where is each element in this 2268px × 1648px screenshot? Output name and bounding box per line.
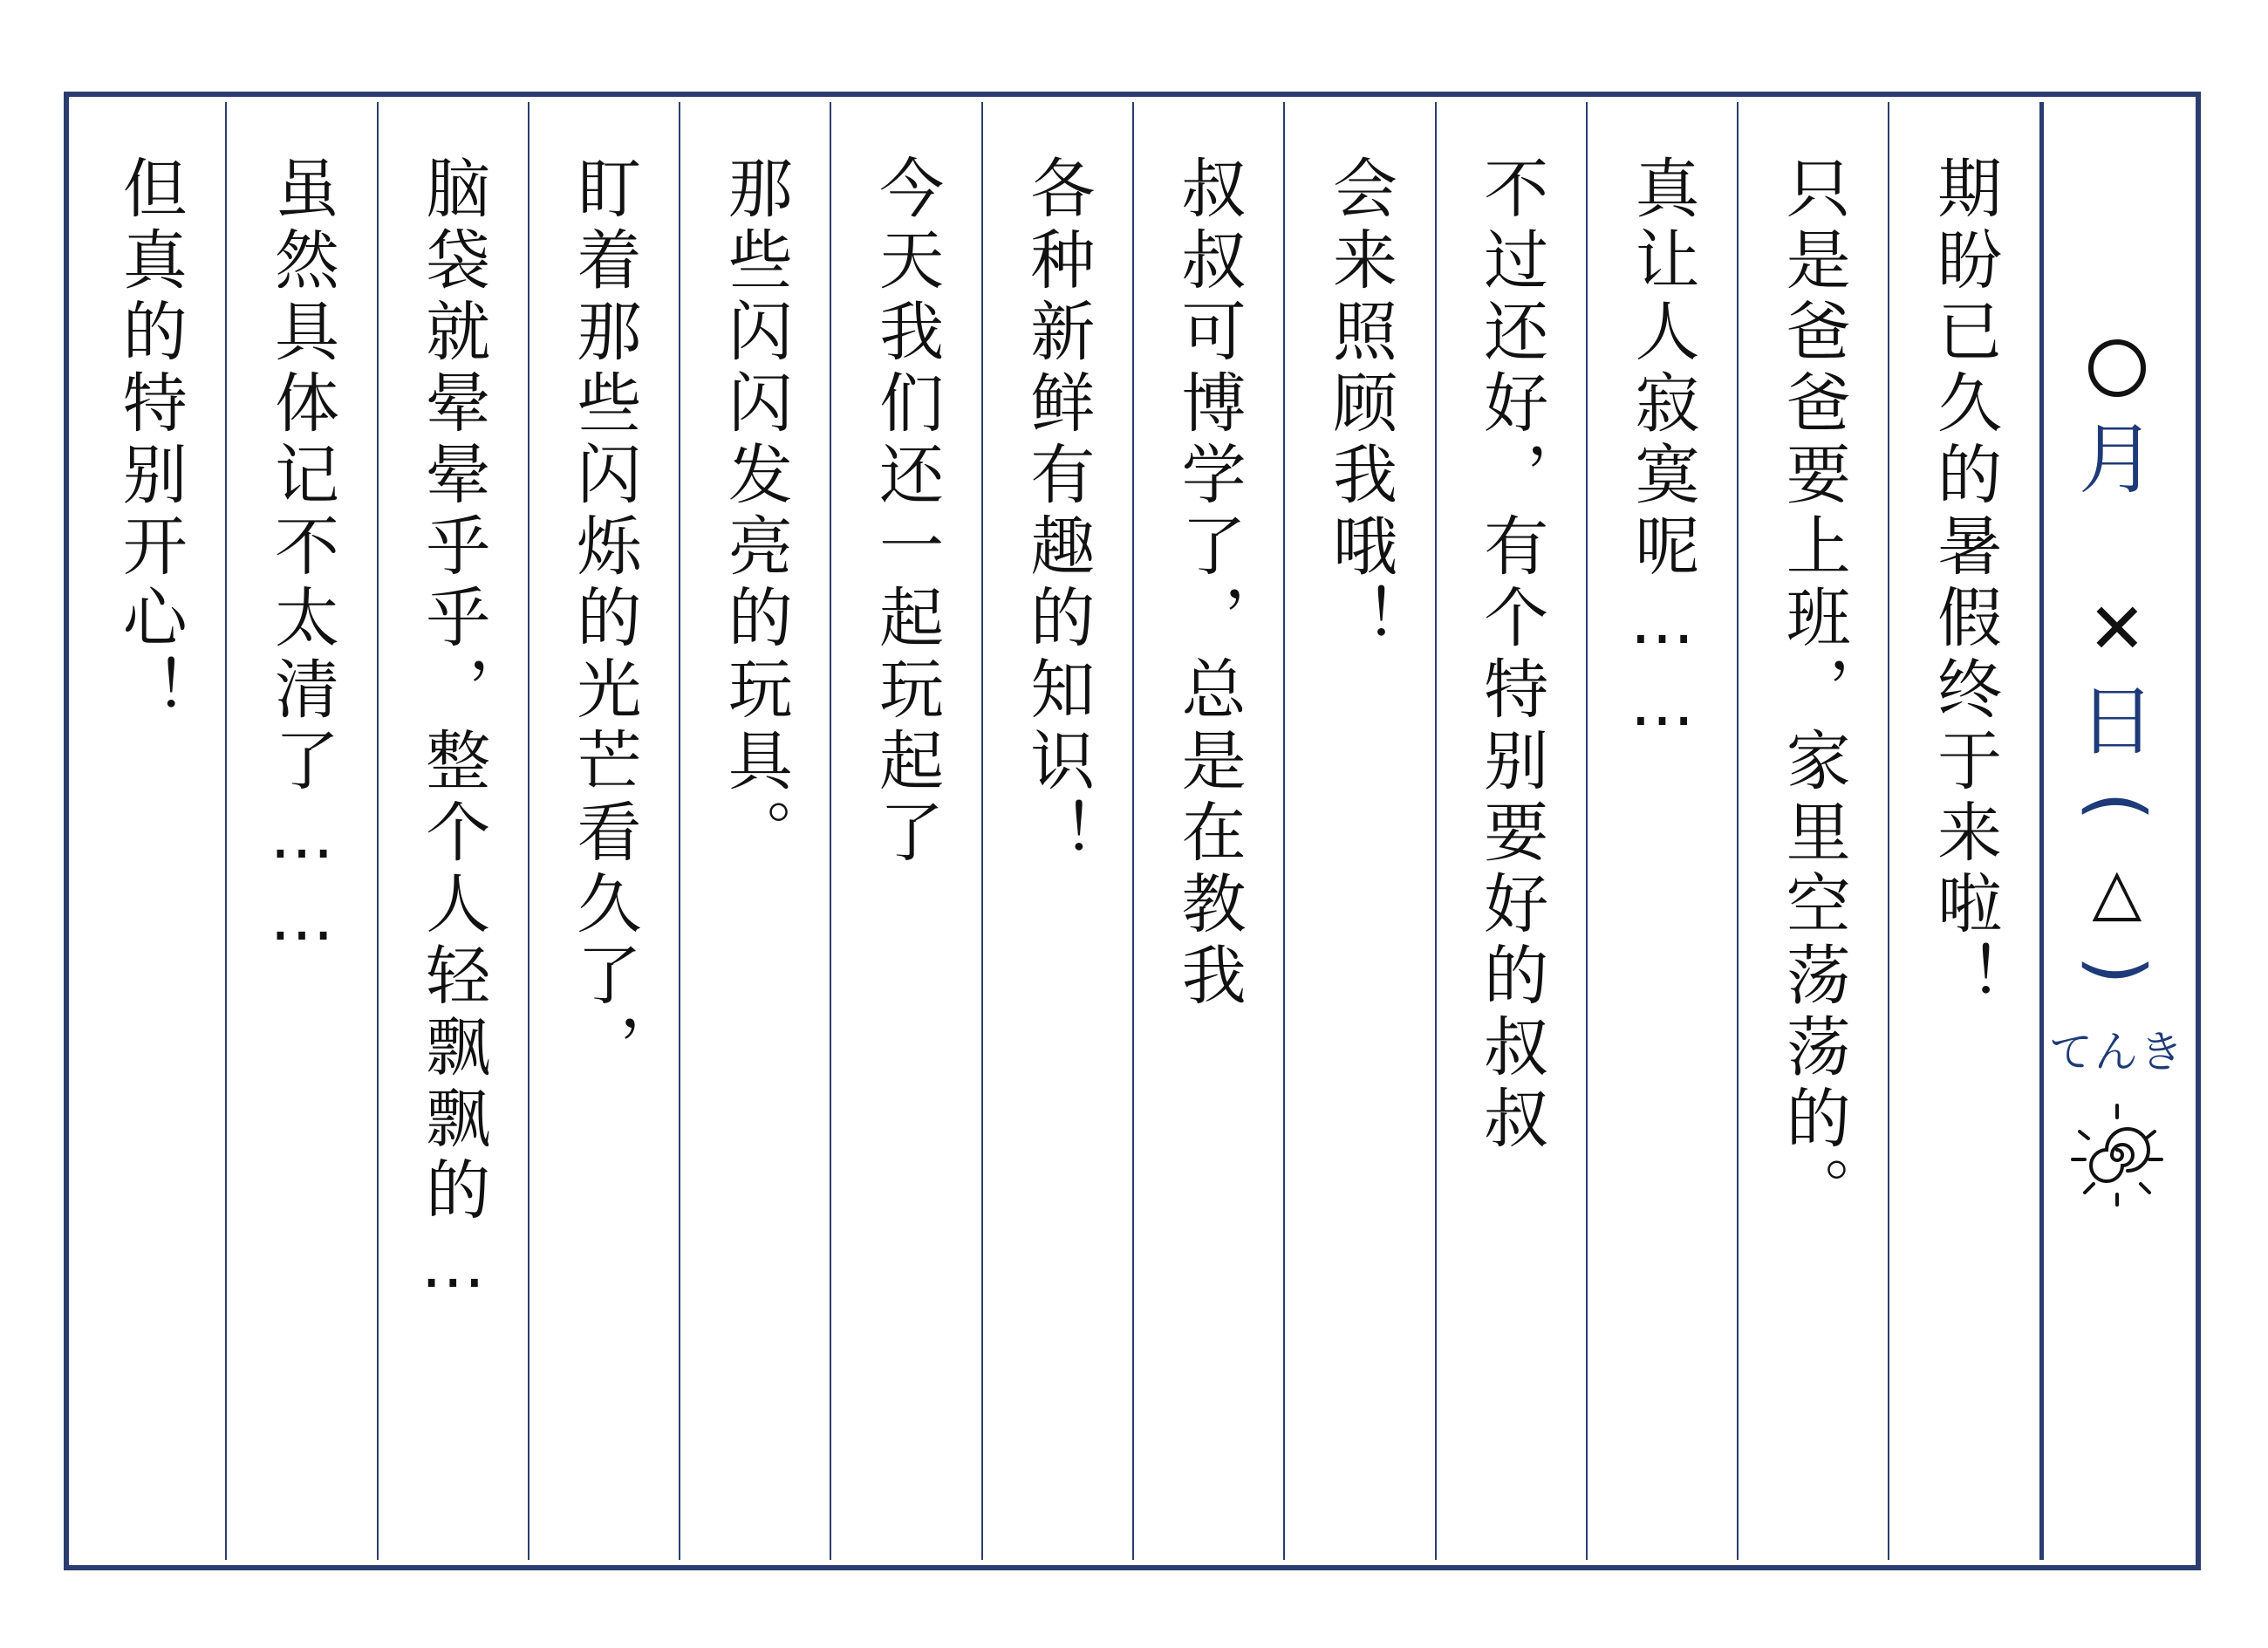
diary-line-3 bbox=[1586, 102, 1737, 1560]
diary-line-text: 盯着那些闪烁的光芒看久了， bbox=[566, 154, 642, 1084]
diary-line-7 bbox=[981, 102, 1132, 1560]
diary-line-5 bbox=[1283, 102, 1434, 1560]
weekday-close-paren: ) bbox=[2073, 955, 2161, 985]
diary-line-text: 各种新鲜有趣的知识！ bbox=[1020, 154, 1096, 870]
diary-line-text: 不过还好，有个特别要好的叔叔 bbox=[1473, 154, 1549, 1156]
day-blank-mark: ✕ bbox=[2087, 588, 2147, 669]
diary-line-text: 真让人寂寞呢…… bbox=[1624, 154, 1700, 748]
diary-columns bbox=[74, 102, 2190, 1560]
diary-line-text: 会来照顾我哦！ bbox=[1322, 154, 1397, 655]
month-blank-circle bbox=[2088, 339, 2146, 397]
weekday-blank-mark: △ bbox=[2092, 854, 2142, 929]
diary-line-12 bbox=[225, 102, 376, 1560]
diary-line-text: 今天我们还一起玩起了 bbox=[869, 154, 945, 870]
date-header-column bbox=[2039, 102, 2190, 1560]
diary-line-text: 期盼已久的暑假终于来啦！ bbox=[1927, 154, 2003, 1013]
diary-line-4 bbox=[1435, 102, 1586, 1560]
weekday-open-paren: ( bbox=[2073, 791, 2161, 821]
diary-line-9 bbox=[679, 102, 830, 1560]
month-label: 月 bbox=[2078, 414, 2155, 504]
diary-line-1 bbox=[1888, 102, 2039, 1560]
diary-line-8 bbox=[830, 102, 980, 1560]
diary-line-text: 脑袋就晕晕乎乎，整个人轻飘飘的… bbox=[415, 154, 491, 1310]
diary-line-6 bbox=[1132, 102, 1283, 1560]
diary-line-text: 那些闪闪发亮的玩具。 bbox=[717, 154, 793, 870]
diary-line-11 bbox=[377, 102, 528, 1560]
diary-line-text: 但真的特别开心！ bbox=[112, 154, 188, 727]
diary-line-text: 只是爸爸要上班，家里空荡荡的。 bbox=[1775, 154, 1851, 1227]
day-label: 日 bbox=[2078, 676, 2155, 766]
weather-label: てんき bbox=[2048, 1027, 2185, 1077]
diary-line-10 bbox=[528, 102, 679, 1560]
diary-line-13 bbox=[74, 102, 225, 1560]
diary-line-2 bbox=[1737, 102, 1888, 1560]
sun-spiral-icon bbox=[2060, 1098, 2174, 1212]
diary-line-text: 叔叔可博学了，总是在教我 bbox=[1171, 154, 1247, 1013]
diary-line-text: 虽然具体记不太清了…… bbox=[263, 154, 339, 962]
diary-sheet bbox=[64, 92, 2201, 1570]
